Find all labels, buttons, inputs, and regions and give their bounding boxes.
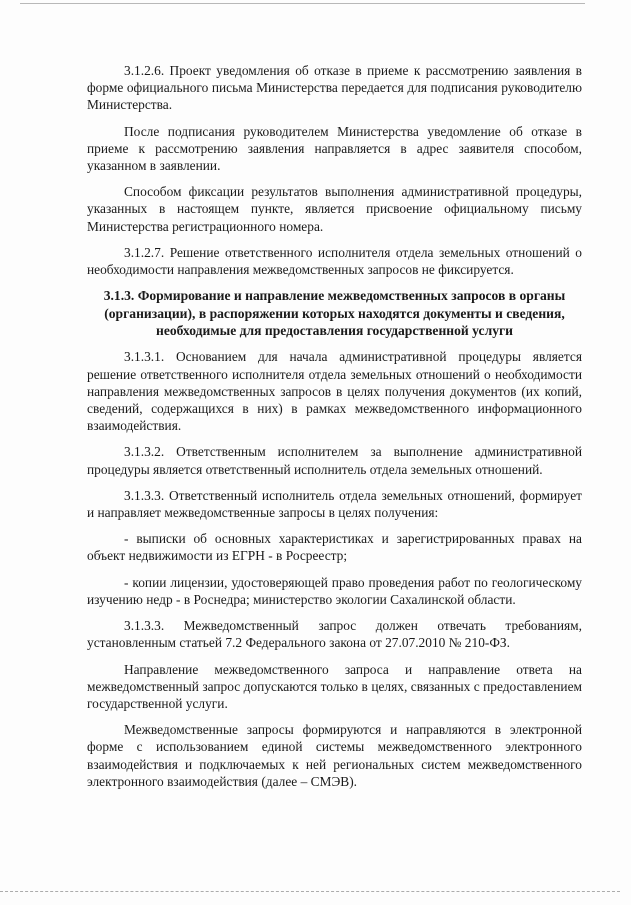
paragraph-3-1-3-3: 3.1.3.3. Ответственный исполнитель отдела земельных отношений, формирует и направляет межведомственные запросы в целях получения: [87,487,582,521]
paragraph-3-1-3-3-requirements: 3.1.3.3. Межведомственный запрос должен отвечать требованиям, установленным статьей 7.2 Федерального закона от 27.07.2010 № 210-ФЗ. [87,618,582,651]
list-item-license-copy: - копии лицензии, удостоверяющей право проведения работ по геологическому изучению недр - в Роснедра; министерство экологии Сахалинской области. [87,574,582,607]
paragraph-smev: Межведомственные запросы формируются и направляются в электронной форме с использованием единой системы межведомственного электронного взаимодействия и подключаемых к ней региональных систем межведомственного электронного взаимодействия (далее – СМЭВ). [87,722,582,789]
list-item-egrn-extract: - выписки об основных характеристиках и зарегистрированных правах на объект недвижимости из ЕГРН - в Росреестр; [87,531,582,564]
paragraph-result-fixation: Способом фиксации результатов выполнения административной процедуры, указанных в настоящем пункте, является присвоение официальному письму Министерства регистрационного номера. [87,184,582,234]
paragraph-notification-sending: После подписания руководителем Министерства уведомление об отказе в приеме к рассмотрению заявления направляется в адрес заявителя способом, указанном в заявлении. [87,123,582,174]
paragraph-request-purpose: Направление межведомственного запроса и направление ответа на межведомственный запрос допускаются только в целях, связанных с предоставлением государственной услуги. [87,661,582,711]
section-heading-3-1-3: 3.1.3. Формирование и направление межведомственных запросов в органы (организации), в распоряжении которых находятся документы и сведения, необходимые для предоставления государственной услуги [103,288,566,339]
paragraph-3-1-2-6: 3.1.2.6. Проект уведомления об отказе в приеме к рассмотрению заявления в форме официального письма Министерства передается для подписания руководителю Министерства. [87,63,582,113]
paragraph-3-1-2-7: 3.1.2.7. Решение ответственного исполнителя отдела земельных отношений о необходимости направления межведомственных запросов не фиксируется. [87,244,582,278]
scan-edge-bottom [0,891,620,893]
paragraph-3-1-3-1: 3.1.3.1. Основанием для начала административной процедуры является решение ответственного исполнителя отдела земельных отношений о необходимости направления межведомственных запросов в целях получения документов (их копий, сведений, содержащихся в них) в рамках межведомственного информационного взаимодействия. [87,349,582,434]
scan-edge-top [20,3,585,4]
document-body [87,62,582,799]
paragraph-3-1-3-2: 3.1.3.2. Ответственным исполнителем за выполнение административной процедуры является ответственный исполнитель отдела земельных отношений. [87,444,582,477]
